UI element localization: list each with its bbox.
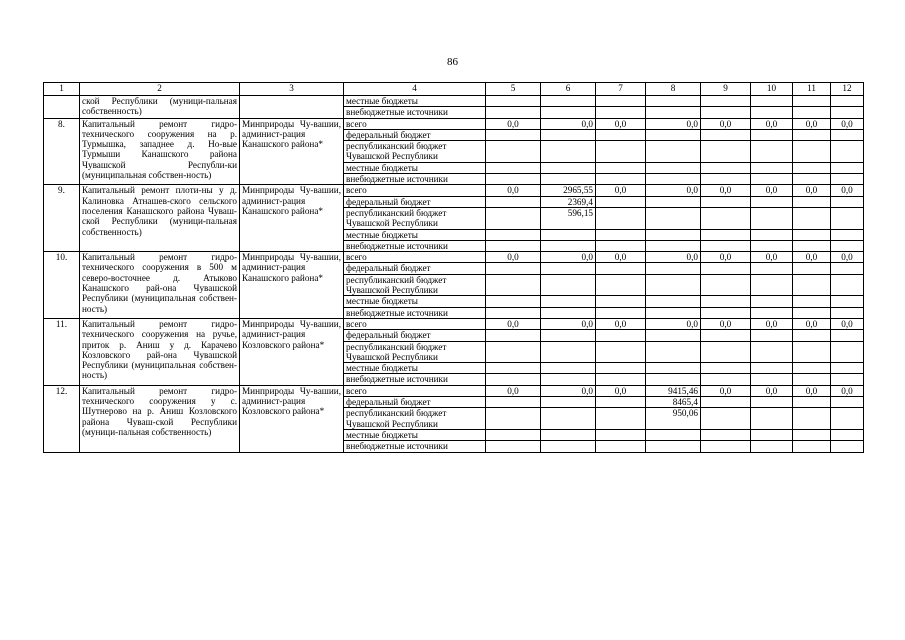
amount-cell xyxy=(701,229,751,240)
amount-cell: 0,0 xyxy=(646,252,701,263)
amount-cell xyxy=(646,207,701,229)
column-header: 5 xyxy=(486,83,541,96)
item-description: ской Республики (муници-пальная собственность) xyxy=(80,96,240,119)
amount-cell xyxy=(793,240,831,251)
amount-cell xyxy=(793,96,831,107)
item-executor: Минприроды Чу-вашии, админист-рация Козловского района* xyxy=(240,385,344,452)
amount-cell xyxy=(541,263,596,274)
amount-cell xyxy=(793,330,831,341)
budget-table xyxy=(43,82,864,453)
amount-cell: 0,0 xyxy=(793,252,831,263)
amount-cell xyxy=(541,229,596,240)
amount-cell xyxy=(486,363,541,374)
amount-cell xyxy=(541,330,596,341)
amount-cell xyxy=(701,174,751,185)
amount-cell xyxy=(486,341,541,363)
amount-cell xyxy=(486,429,541,440)
amount-cell: 0,0 xyxy=(793,385,831,396)
column-header: 1 xyxy=(44,83,80,96)
amount-cell xyxy=(541,429,596,440)
amount-cell xyxy=(486,174,541,185)
amount-cell xyxy=(646,330,701,341)
funding-source: федеральный бюджет xyxy=(344,263,486,274)
amount-cell xyxy=(701,196,751,207)
amount-cell xyxy=(596,174,646,185)
item-description: Капитальный ремонт гидро-технического сооружения в 500 м северо-восточнее д. Атыково Канашского рай-она Чувашской Республики (муниципальная собствен-ность) xyxy=(80,252,240,319)
amount-cell xyxy=(646,174,701,185)
amount-cell xyxy=(596,229,646,240)
amount-cell xyxy=(596,341,646,363)
amount-cell xyxy=(646,374,701,385)
amount-cell xyxy=(541,341,596,363)
amount-cell: 0,0 xyxy=(646,318,701,329)
amount-cell xyxy=(831,441,864,452)
funding-source: всего xyxy=(344,118,486,129)
funding-source: местные бюджеты xyxy=(344,363,486,374)
item-description: Капитальный ремонт плоти-ны у д. Калиновка Атнашев-ского сельского поселения Канашского района Чуваш-ской Республики (муници-пальная собственность) xyxy=(80,185,240,252)
item-description: Капитальный ремонт гидро-технического сооружения у с. Шутнерово на р. Аниш Козловского района Чуваш-ской Республики (муници-пальная собственность) xyxy=(80,385,240,452)
amount-cell xyxy=(831,96,864,107)
amount-cell: 0,0 xyxy=(541,385,596,396)
amount-cell: 0,0 xyxy=(831,252,864,263)
amount-cell xyxy=(701,441,751,452)
amount-cell xyxy=(751,141,793,163)
amount-cell xyxy=(701,96,751,107)
amount-cell: 0,0 xyxy=(596,318,646,329)
amount-cell xyxy=(646,274,701,296)
funding-source: внебюджетные источники xyxy=(344,174,486,185)
amount-cell xyxy=(541,141,596,163)
amount-cell xyxy=(751,107,793,118)
column-header: 10 xyxy=(751,83,793,96)
amount-cell xyxy=(646,129,701,140)
funding-source: внебюджетные источники xyxy=(344,441,486,452)
amount-cell xyxy=(831,429,864,440)
amount-cell xyxy=(701,307,751,318)
amount-cell: 8465,4 xyxy=(646,397,701,408)
amount-cell xyxy=(596,397,646,408)
amount-cell: 0,0 xyxy=(646,185,701,196)
amount-cell xyxy=(751,374,793,385)
amount-cell xyxy=(831,196,864,207)
amount-cell: 0,0 xyxy=(701,252,751,263)
amount-cell xyxy=(596,408,646,430)
amount-cell xyxy=(831,207,864,229)
amount-cell xyxy=(793,207,831,229)
amount-cell xyxy=(486,307,541,318)
amount-cell: 0,0 xyxy=(751,385,793,396)
amount-cell: 0,0 xyxy=(486,118,541,129)
amount-cell xyxy=(486,397,541,408)
amount-cell: 0,0 xyxy=(831,385,864,396)
funding-source: местные бюджеты xyxy=(344,429,486,440)
amount-cell xyxy=(701,330,751,341)
amount-cell xyxy=(831,330,864,341)
amount-cell xyxy=(486,129,541,140)
funding-source: местные бюджеты xyxy=(344,96,486,107)
table-row xyxy=(44,318,864,329)
amount-cell xyxy=(701,162,751,173)
item-number: 10. xyxy=(44,252,80,319)
amount-cell xyxy=(646,296,701,307)
amount-cell xyxy=(701,341,751,363)
amount-cell xyxy=(541,162,596,173)
amount-cell xyxy=(793,296,831,307)
amount-cell xyxy=(596,207,646,229)
amount-cell: 9415,46 xyxy=(646,385,701,396)
amount-cell xyxy=(793,408,831,430)
amount-cell: 0,0 xyxy=(701,118,751,129)
column-header: 2 xyxy=(80,83,240,96)
item-executor: Минприроды Чу-вашии, админист-рация Канашского района* xyxy=(240,252,344,319)
amount-cell xyxy=(831,240,864,251)
amount-cell xyxy=(541,240,596,251)
amount-cell: 0,0 xyxy=(831,185,864,196)
item-number xyxy=(44,96,80,119)
amount-cell xyxy=(751,296,793,307)
page-number: 86 xyxy=(447,56,458,68)
item-number: 8. xyxy=(44,118,80,185)
amount-cell xyxy=(541,129,596,140)
amount-cell xyxy=(486,374,541,385)
amount-cell xyxy=(541,307,596,318)
amount-cell xyxy=(701,374,751,385)
amount-cell: 0,0 xyxy=(701,185,751,196)
amount-cell xyxy=(831,107,864,118)
amount-cell: 0,0 xyxy=(541,318,596,329)
amount-cell xyxy=(541,96,596,107)
table-row xyxy=(44,96,864,107)
amount-cell xyxy=(486,330,541,341)
amount-cell xyxy=(751,441,793,452)
amount-cell xyxy=(486,229,541,240)
funding-source: федеральный бюджет xyxy=(344,397,486,408)
item-number: 9. xyxy=(44,185,80,252)
amount-cell xyxy=(596,129,646,140)
table-row xyxy=(44,185,864,196)
column-header: 3 xyxy=(240,83,344,96)
funding-source: всего xyxy=(344,318,486,329)
amount-cell: 0,0 xyxy=(486,185,541,196)
amount-cell xyxy=(751,274,793,296)
amount-cell xyxy=(486,96,541,107)
amount-cell xyxy=(486,162,541,173)
amount-cell xyxy=(596,240,646,251)
funding-source: республиканский бюджет Чувашской Республики xyxy=(344,408,486,430)
item-description: Капитальный ремонт гидро-технического сооружения на р. Турмышка, западнее д. Но-вые Турмыши Канашского района Чувашской Республи-ки (муниципальная собствен-ность) xyxy=(80,118,240,185)
amount-cell xyxy=(793,374,831,385)
amount-cell: 0,0 xyxy=(646,118,701,129)
amount-cell xyxy=(831,263,864,274)
funding-source: внебюджетные источники xyxy=(344,307,486,318)
amount-cell xyxy=(793,162,831,173)
amount-cell xyxy=(701,107,751,118)
funding-source: республиканский бюджет Чувашской Республики xyxy=(344,341,486,363)
amount-cell xyxy=(793,341,831,363)
amount-cell xyxy=(596,296,646,307)
amount-cell xyxy=(831,162,864,173)
item-number: 11. xyxy=(44,318,80,385)
amount-cell: 0,0 xyxy=(751,318,793,329)
amount-cell xyxy=(541,174,596,185)
amount-cell xyxy=(793,141,831,163)
amount-cell xyxy=(751,363,793,374)
amount-cell xyxy=(701,240,751,251)
amount-cell xyxy=(701,363,751,374)
amount-cell xyxy=(793,263,831,274)
amount-cell xyxy=(793,196,831,207)
amount-cell xyxy=(486,141,541,163)
amount-cell xyxy=(751,240,793,251)
amount-cell xyxy=(831,296,864,307)
amount-cell xyxy=(793,229,831,240)
amount-cell xyxy=(793,397,831,408)
column-header: 6 xyxy=(541,83,596,96)
item-executor: Минприроды Чу-вашии, админист-рация Козловского района* xyxy=(240,318,344,385)
amount-cell: 950,06 xyxy=(646,408,701,430)
amount-cell: 0,0 xyxy=(486,252,541,263)
funding-source: всего xyxy=(344,385,486,396)
amount-cell xyxy=(541,274,596,296)
amount-cell xyxy=(701,397,751,408)
amount-cell xyxy=(831,374,864,385)
funding-source: внебюджетные источники xyxy=(344,107,486,118)
amount-cell xyxy=(751,162,793,173)
amount-cell: 0,0 xyxy=(793,318,831,329)
amount-cell xyxy=(596,441,646,452)
amount-cell xyxy=(541,107,596,118)
amount-cell xyxy=(831,341,864,363)
amount-cell xyxy=(596,196,646,207)
amount-cell xyxy=(751,207,793,229)
amount-cell xyxy=(646,96,701,107)
amount-cell xyxy=(831,408,864,430)
amount-cell xyxy=(486,408,541,430)
item-description: Капитальный ремонт гидро-технического сооружения на ручье, приток р. Аниш у д. Карачево Козловского рай-она Чувашской Республики (муниципальная собствен-ность) xyxy=(80,318,240,385)
amount-cell: 596,15 xyxy=(541,207,596,229)
amount-cell xyxy=(751,263,793,274)
amount-cell xyxy=(701,274,751,296)
amount-cell: 0,0 xyxy=(596,385,646,396)
table-row xyxy=(44,118,864,129)
amount-cell xyxy=(541,374,596,385)
amount-cell xyxy=(646,229,701,240)
amount-cell xyxy=(596,274,646,296)
amount-cell: 0,0 xyxy=(751,118,793,129)
amount-cell xyxy=(831,397,864,408)
amount-cell: 0,0 xyxy=(751,185,793,196)
column-header: 11 xyxy=(793,83,831,96)
amount-cell xyxy=(701,408,751,430)
amount-cell xyxy=(486,207,541,229)
amount-cell: 2965,55 xyxy=(541,185,596,196)
amount-cell xyxy=(646,341,701,363)
funding-source: республиканский бюджет Чувашской Республики xyxy=(344,141,486,163)
amount-cell xyxy=(793,363,831,374)
funding-source: всего xyxy=(344,185,486,196)
amount-cell xyxy=(701,141,751,163)
amount-cell xyxy=(646,107,701,118)
amount-cell xyxy=(486,263,541,274)
amount-cell xyxy=(541,363,596,374)
funding-source: внебюджетные источники xyxy=(344,240,486,251)
amount-cell xyxy=(646,196,701,207)
amount-cell xyxy=(646,162,701,173)
amount-cell xyxy=(831,274,864,296)
amount-cell xyxy=(646,307,701,318)
amount-cell xyxy=(541,296,596,307)
amount-cell: 0,0 xyxy=(596,118,646,129)
amount-cell xyxy=(831,129,864,140)
column-header: 4 xyxy=(344,83,486,96)
amount-cell xyxy=(751,129,793,140)
amount-cell xyxy=(646,141,701,163)
amount-cell xyxy=(596,330,646,341)
amount-cell xyxy=(596,162,646,173)
amount-cell: 0,0 xyxy=(541,252,596,263)
amount-cell xyxy=(751,196,793,207)
amount-cell xyxy=(646,240,701,251)
amount-cell: 0,0 xyxy=(831,118,864,129)
funding-source: местные бюджеты xyxy=(344,162,486,173)
funding-source: федеральный бюджет xyxy=(344,129,486,140)
amount-cell xyxy=(646,363,701,374)
funding-source: республиканский бюджет Чувашской Республики xyxy=(344,207,486,229)
amount-cell xyxy=(596,263,646,274)
amount-cell xyxy=(596,107,646,118)
header-row xyxy=(44,83,864,96)
amount-cell xyxy=(793,307,831,318)
amount-cell xyxy=(751,397,793,408)
amount-cell xyxy=(486,240,541,251)
amount-cell xyxy=(646,429,701,440)
amount-cell xyxy=(486,441,541,452)
column-header: 12 xyxy=(831,83,864,96)
amount-cell xyxy=(701,263,751,274)
amount-cell xyxy=(793,107,831,118)
column-header: 7 xyxy=(596,83,646,96)
amount-cell xyxy=(793,174,831,185)
funding-source: республиканский бюджет Чувашской Республики xyxy=(344,274,486,296)
amount-cell xyxy=(751,229,793,240)
amount-cell: 0,0 xyxy=(486,385,541,396)
amount-cell xyxy=(596,307,646,318)
funding-source: местные бюджеты xyxy=(344,229,486,240)
item-executor: Минприроды Чу-вашии, админист-рация Канашского района* xyxy=(240,185,344,252)
amount-cell: 0,0 xyxy=(486,318,541,329)
amount-cell xyxy=(596,374,646,385)
amount-cell: 0,0 xyxy=(701,318,751,329)
amount-cell: 0,0 xyxy=(596,185,646,196)
amount-cell xyxy=(793,129,831,140)
amount-cell xyxy=(793,441,831,452)
funding-source: федеральный бюджет xyxy=(344,330,486,341)
funding-source: местные бюджеты xyxy=(344,296,486,307)
amount-cell xyxy=(751,307,793,318)
funding-source: внебюджетные источники xyxy=(344,374,486,385)
amount-cell: 0,0 xyxy=(701,385,751,396)
amount-cell xyxy=(701,129,751,140)
amount-cell xyxy=(831,307,864,318)
amount-cell xyxy=(486,107,541,118)
amount-cell: 0,0 xyxy=(596,252,646,263)
amount-cell: 0,0 xyxy=(793,185,831,196)
amount-cell xyxy=(541,397,596,408)
amount-cell xyxy=(701,296,751,307)
funding-source: федеральный бюджет xyxy=(344,196,486,207)
amount-cell xyxy=(751,96,793,107)
amount-cell xyxy=(751,429,793,440)
amount-cell xyxy=(701,207,751,229)
item-number: 12. xyxy=(44,385,80,452)
amount-cell xyxy=(831,174,864,185)
amount-cell xyxy=(596,429,646,440)
amount-cell xyxy=(596,363,646,374)
amount-cell xyxy=(486,196,541,207)
funding-source: всего xyxy=(344,252,486,263)
amount-cell: 0,0 xyxy=(831,318,864,329)
column-header: 8 xyxy=(646,83,701,96)
amount-cell: 0,0 xyxy=(793,118,831,129)
amount-cell xyxy=(541,408,596,430)
amount-cell: 0,0 xyxy=(541,118,596,129)
amount-cell xyxy=(646,441,701,452)
amount-cell xyxy=(541,441,596,452)
amount-cell xyxy=(751,174,793,185)
amount-cell xyxy=(831,141,864,163)
amount-cell: 0,0 xyxy=(751,252,793,263)
table-row xyxy=(44,252,864,263)
amount-cell xyxy=(751,341,793,363)
item-executor xyxy=(240,96,344,119)
amount-cell xyxy=(596,96,646,107)
amount-cell xyxy=(486,274,541,296)
amount-cell xyxy=(646,263,701,274)
amount-cell xyxy=(751,408,793,430)
column-header: 9 xyxy=(701,83,751,96)
amount-cell xyxy=(831,363,864,374)
amount-cell xyxy=(793,274,831,296)
amount-cell xyxy=(751,330,793,341)
amount-cell xyxy=(486,296,541,307)
amount-cell xyxy=(793,429,831,440)
amount-cell xyxy=(596,141,646,163)
table-row xyxy=(44,385,864,396)
amount-cell xyxy=(831,229,864,240)
amount-cell: 2369,4 xyxy=(541,196,596,207)
item-executor: Минприроды Чу-вашии, админист-рация Канашского района* xyxy=(240,118,344,185)
amount-cell xyxy=(701,429,751,440)
